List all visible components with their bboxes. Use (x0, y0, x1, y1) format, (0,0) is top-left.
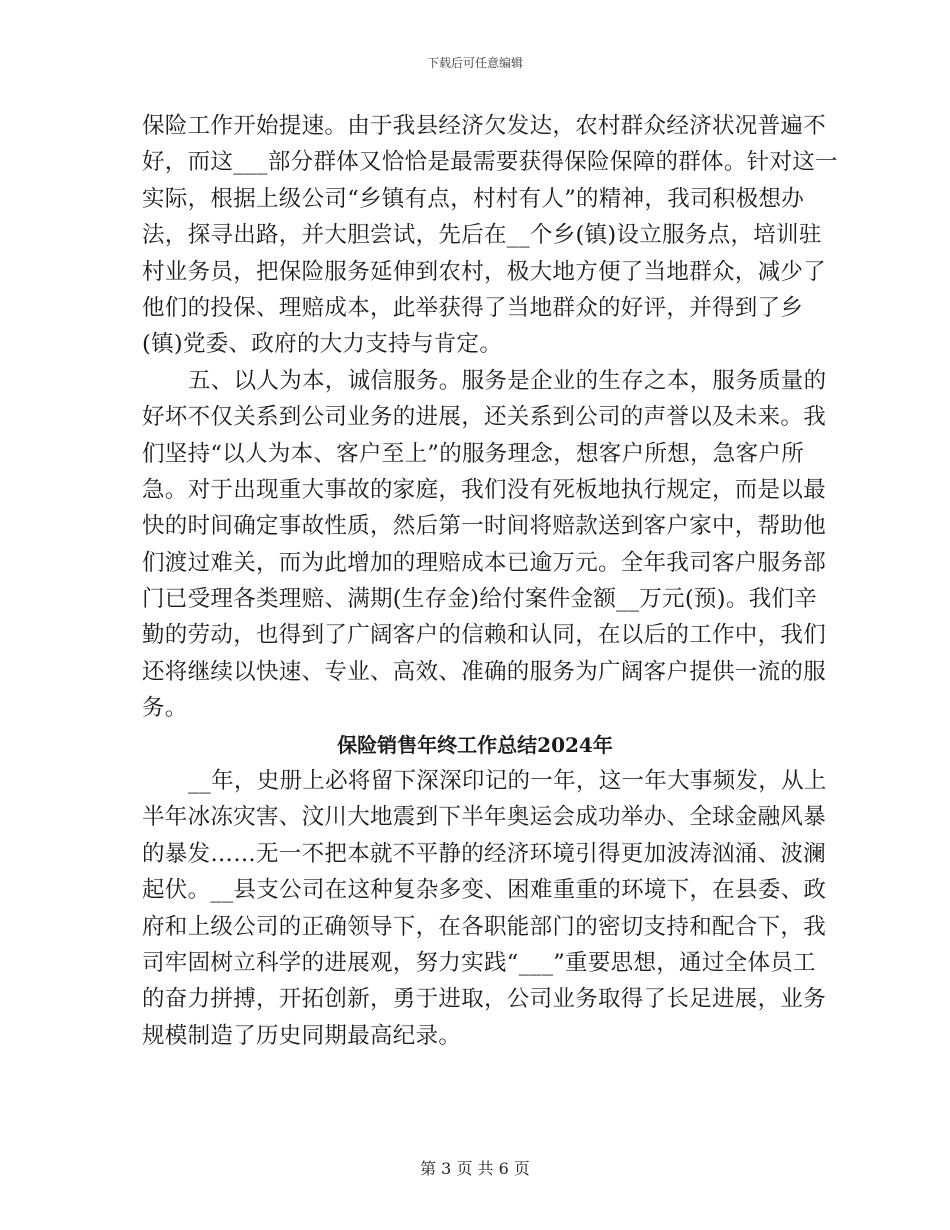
text-line: 府和上级公司的正确领导下，在各职能部门的密切支持和配合下，我 (142, 913, 827, 940)
document-body (142, 108, 838, 1054)
text-line: 村业务员，把保险服务延伸到农村，极大地方便了当地群众，减少了 (142, 258, 827, 285)
text-line: 的奋力拼搏，开拓创新，勇于进取，公司业务取得了长足进展，业务 (142, 986, 827, 1013)
text-line: 的暴发……无一不把本就不平静的经济环境引得更加波涛汹涌、波澜 (142, 840, 827, 867)
text-line: 保险工作开始提速。由于我县经济欠发达，农村群众经济状况普遍不 (142, 113, 827, 139)
text-line: 们渡过难关，而为此增加的理赔成本已逾万元。全年我司客户服务部 (142, 549, 827, 576)
text-line: __年，史册上必将留下深深印记的一年，这一年大事频发，从上 (188, 768, 827, 795)
text-line: 起伏。__县支公司在这种复杂多变、困难重重的环境下，在县委、政 (142, 877, 827, 904)
text-line: 半年冰冻灾害、汶川大地震到下半年奥运会成功举办、全球金融风暴 (142, 804, 827, 831)
text-line: 他们的投保、理赔成本，此举获得了当地群众的好评，并得到了乡 (142, 294, 804, 321)
text-line: 实际，根据上级公司“乡镇有点，村村有人”的精神，我司积极想办 (142, 185, 805, 212)
text-line: 好坏不仅关系到公司业务的进展，还关系到公司的声誉以及未来。我 (142, 404, 827, 431)
section-title: 保险销售年终工作总结2024年 (337, 732, 613, 757)
text-line: 快的时间确定事故性质，然后第一时间将赔款送到客户家中，帮助他 (142, 513, 827, 540)
text-line: 们坚持“以人为本、客户至上”的服务理念，想客户所想，急客户所 (142, 440, 805, 467)
page-header: 下载后可任意编辑 (426, 56, 523, 70)
text-line: 规模制造了历史同期最高纪录。 (142, 1022, 462, 1049)
text-line: 门已受理各类理赔、满期(生存金)给付案件金额__万元(预)。我们辛 (142, 586, 818, 613)
text-line: 急。对于出现重大事故的家庭，我们没有死板地执行规定，而是以最 (142, 476, 827, 503)
text-line: 法，探寻出路，并大胆尝试，先后在__个乡(镇)设立服务点，培训驻 (142, 222, 822, 249)
paragraph-people-oriented-service (142, 363, 827, 727)
text-line: 五、以人为本，诚信服务。服务是企业的生存之本，服务质量的 (188, 367, 827, 394)
text-line: 好，而这___部分群体又恰恰是最需要获得保险保障的群体。针对这一 (142, 149, 838, 176)
paragraph-year-summary (142, 763, 827, 1054)
text-line: 勤的劳动，也得到了广阔客户的信赖和认同，在以后的工作中，我们 (142, 622, 827, 649)
paragraph-service-extension (142, 108, 838, 363)
text-line: 还将继续以快速、专业、高效、准确的服务为广阔客户提供一流的服 (142, 658, 827, 685)
text-line: 司牢固树立科学的进展观，努力实践“___”重要思想，通过全体员工 (142, 949, 816, 976)
text-line: (镇)党委、政府的大力支持与肯定。 (142, 331, 503, 358)
page-number: 第 3 页 共 6 页 (420, 1159, 530, 1178)
text-line: 务。 (142, 695, 188, 722)
